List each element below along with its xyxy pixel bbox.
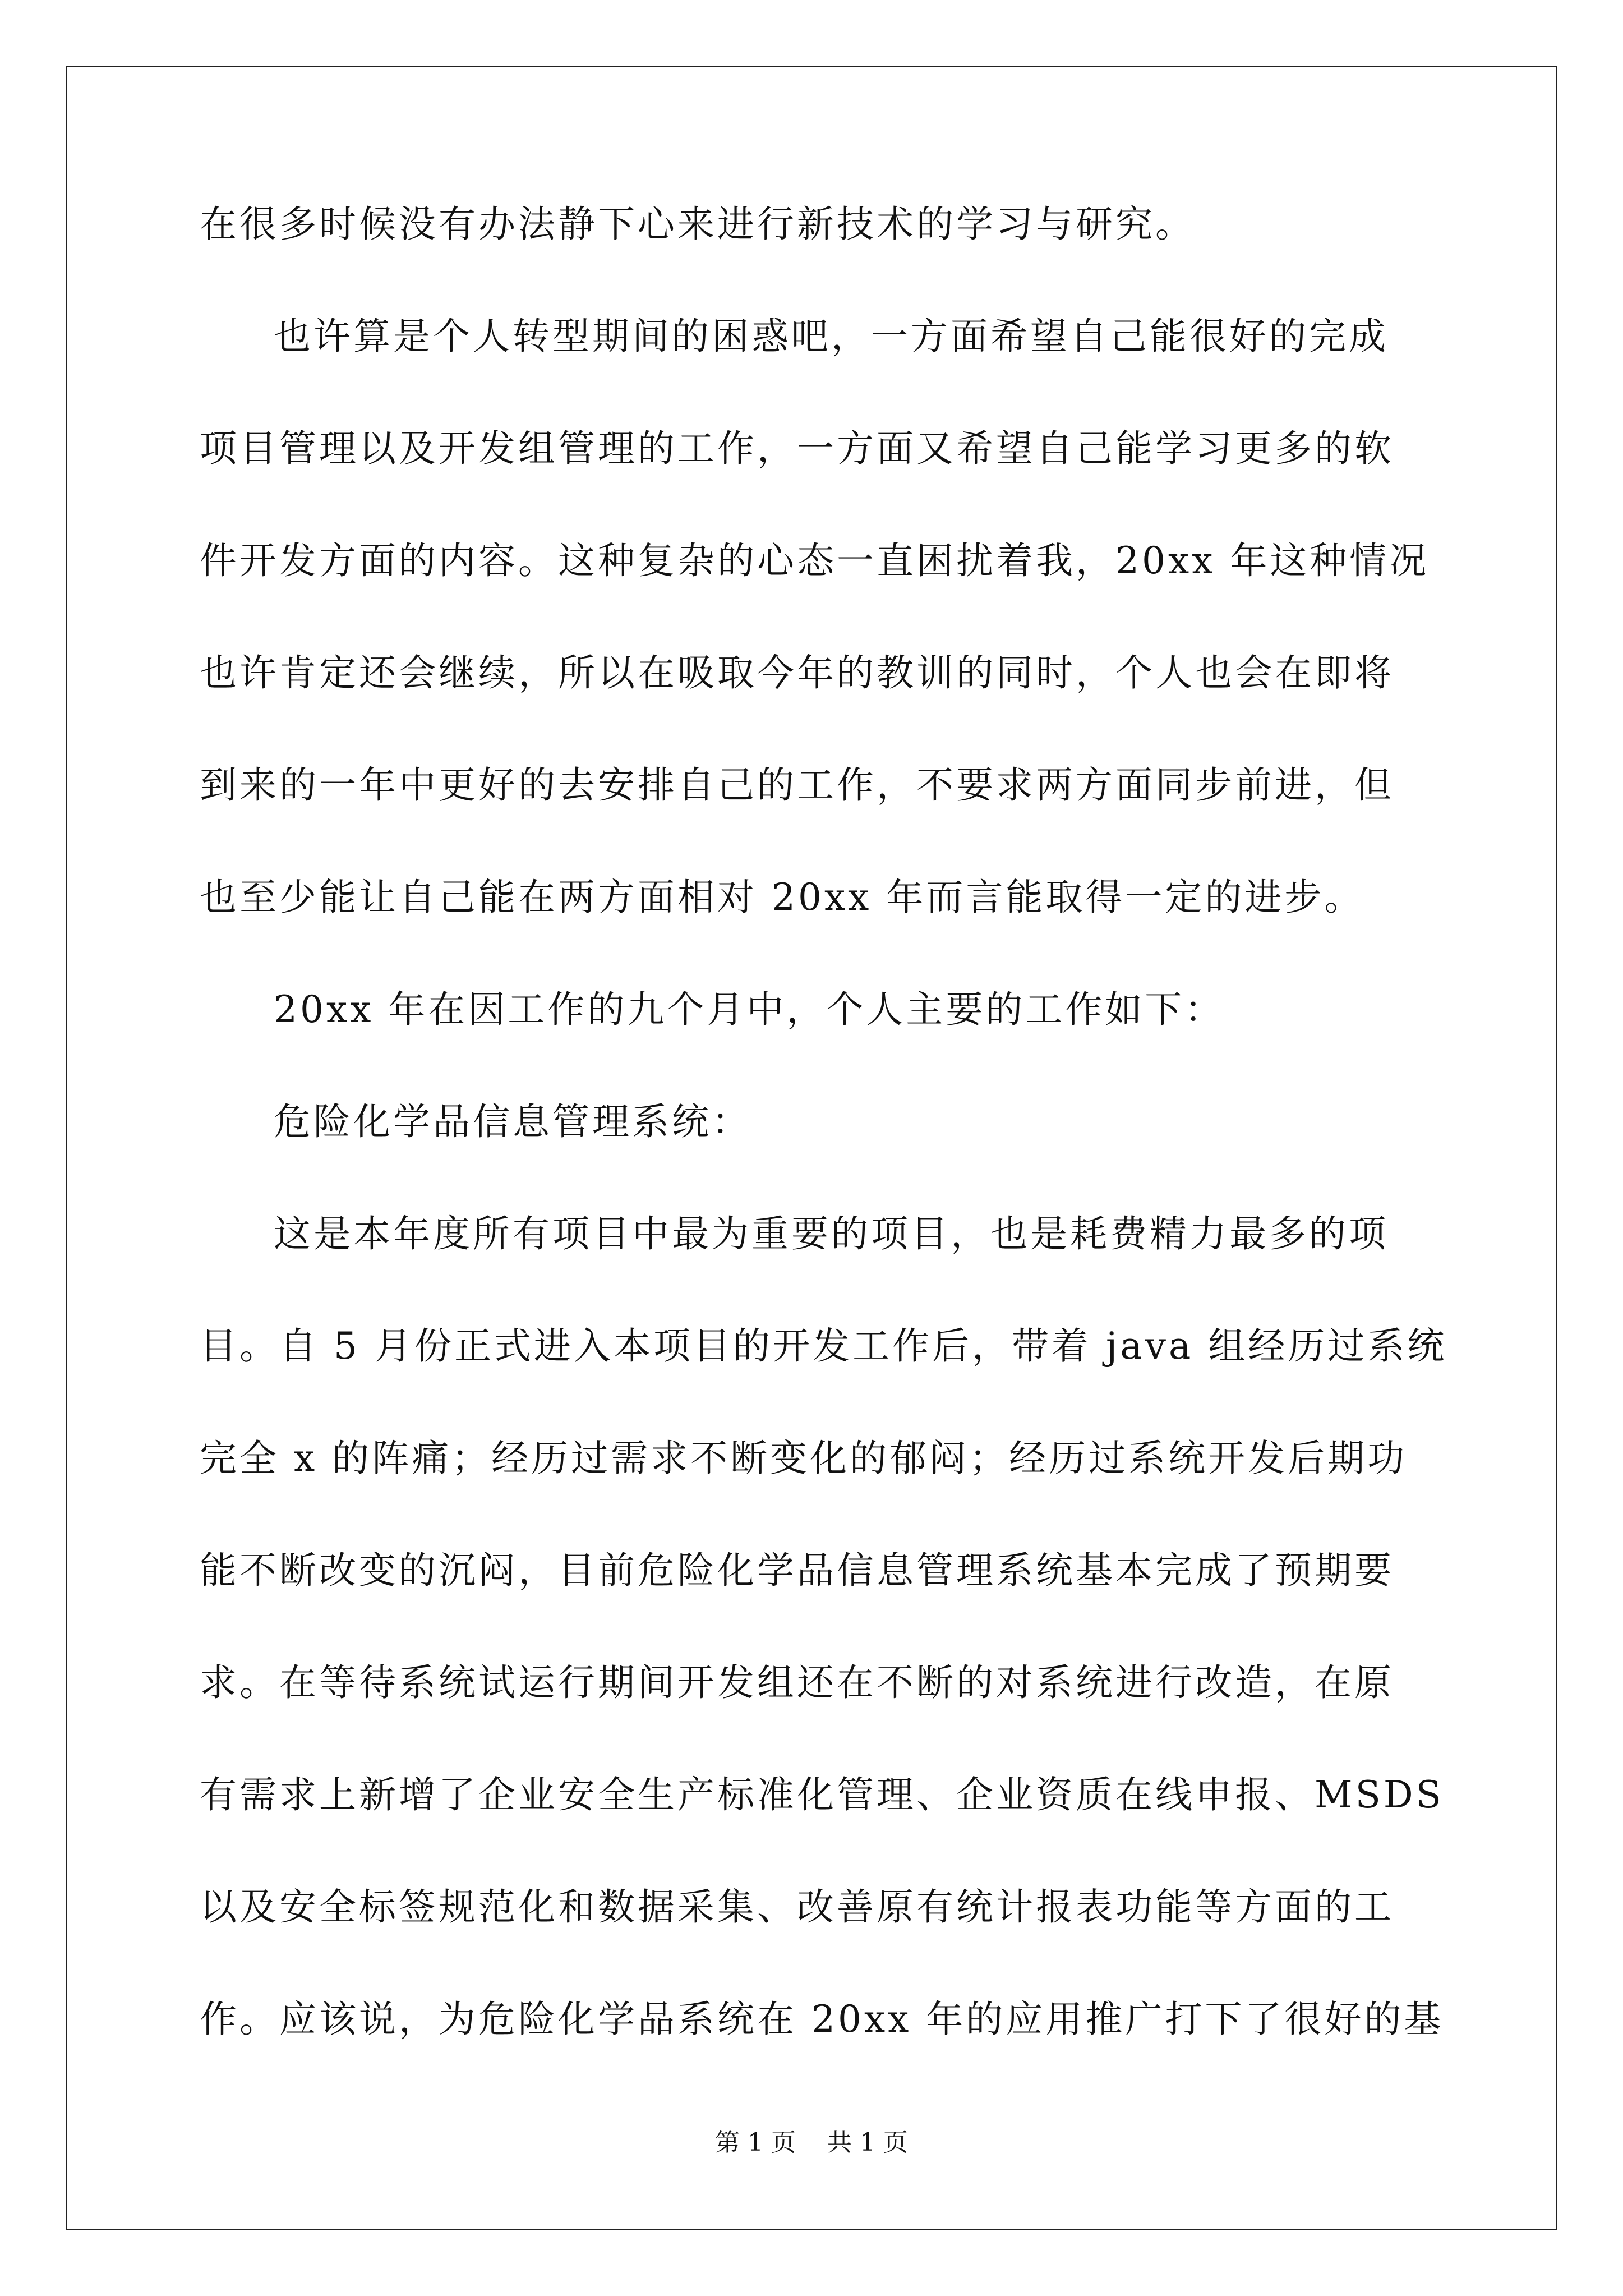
paragraph-line: 这是本年度所有项目中最为重要的项目，也是耗费精力最多的项	[274, 1212, 1389, 1255]
section-heading: 危险化学品信息管理系统：	[274, 1100, 751, 1143]
paragraph-line: 到来的一年中更好的去安排自己的工作，不要求两方面同步前进，但	[200, 763, 1394, 807]
paragraph-line: 完全 x 的阵痛；经历过需求不断变化的郁闷；经历过系统开发后期功	[200, 1437, 1408, 1480]
paragraph-line: 以及安全标签规范化和数据采集、改善原有统计报表功能等方面的工	[200, 1885, 1394, 1929]
paragraph-line: 目。自 5 月份正式进入本项目的开发工作后，带着 java 组经历过系统	[200, 1324, 1447, 1368]
paragraph-line: 也至少能让自己能在两方面相对 20xx 年而言能取得一定的进步。	[200, 876, 1364, 919]
paragraph-line: 也许肯定还会继续，所以在吸取今年的教训的同时，个人也会在即将	[200, 651, 1394, 694]
paragraph-line: 件开发方面的内容。这种复杂的心态一直困扰着我，20xx 年这种情况	[200, 539, 1430, 582]
paragraph-line: 20xx 年在因工作的九个月中，个人主要的工作如下：	[274, 988, 1225, 1031]
paragraph-line: 作。应该说，为危险化学品系统在 20xx 年的应用推广打下了很好的基	[200, 1998, 1444, 2041]
paragraph-line: 也许算是个人转型期间的困惑吧，一方面希望自己能很好的完成	[274, 315, 1389, 358]
paragraph-line: 求。在等待系统试运行期间开发组还在不断的对系统进行改造，在原	[200, 1661, 1394, 1704]
paragraph-line: 项目管理以及开发组管理的工作，一方面又希望自己能学习更多的软	[200, 427, 1394, 470]
page-number-footer: 第 1 页 共 1 页	[715, 2128, 908, 2157]
paragraph-line: 在很多时候没有办法静下心来进行新技术的学习与研究。	[200, 203, 1195, 246]
paragraph-line: 能不断改变的沉闷，目前危险化学品信息管理系统基本完成了预期要	[200, 1549, 1394, 1592]
paragraph-line: 有需求上新增了企业安全生产标准化管理、企业资质在线申报、MSDS	[200, 1773, 1444, 1816]
